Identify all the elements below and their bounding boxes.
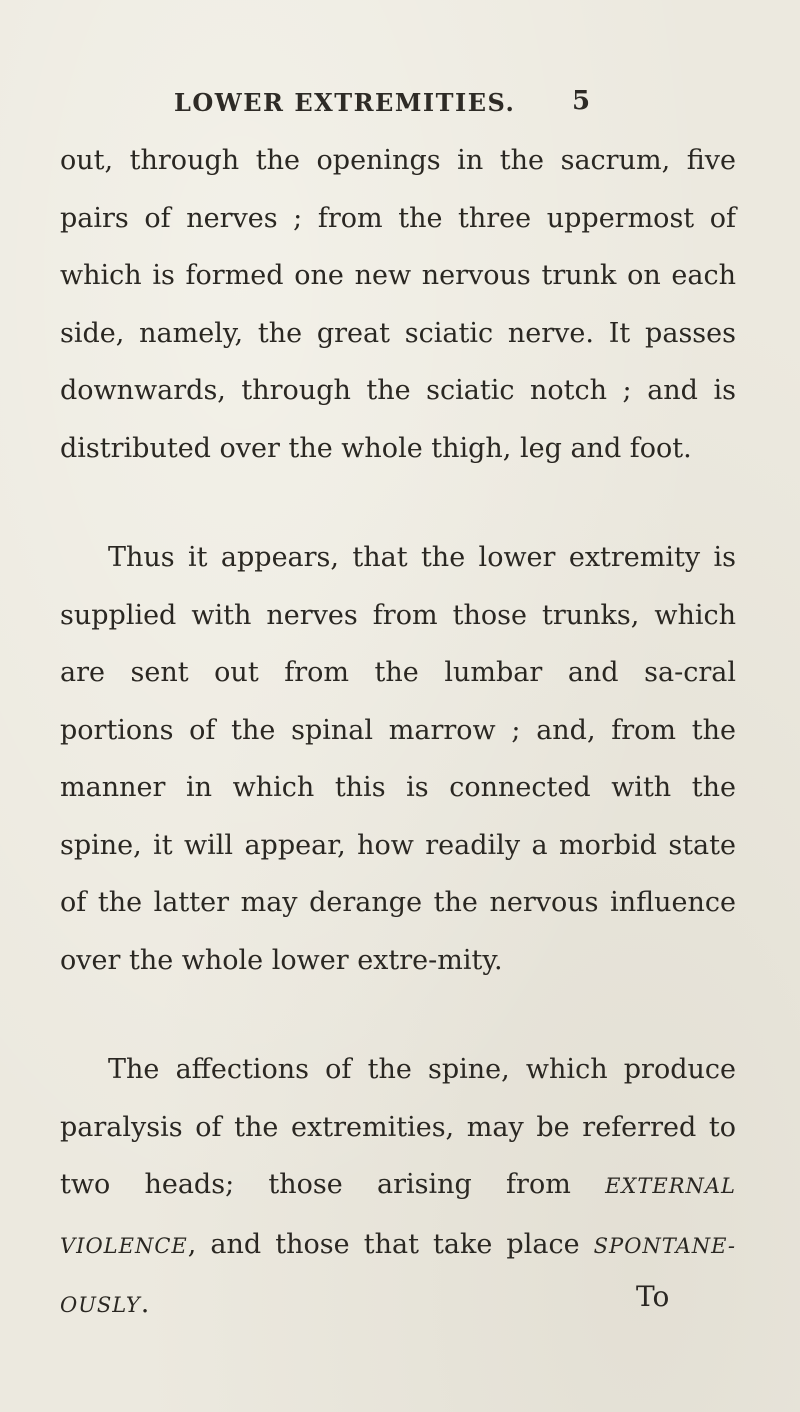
paragraph-3 [60, 1041, 736, 1335]
small-caps-external-violence: EXTERNAL VIOLENCE [60, 1174, 736, 1258]
page-number: 5 [572, 86, 591, 116]
paragraph-2: Thus it appears, that the lower extremity is supplied with nerves from those trunks, which are sent out from the lumbar and sa-cral portions of the spinal marrow ; and, from the manner in which this is connected with the spine, it will appear, how readily a morbid state of the latter may derange the nervous influence over the whole lower extre-mity. [60, 542, 736, 976]
catchword: To [636, 1280, 670, 1313]
running-title: LOWER EXTREMITIES. [174, 88, 516, 117]
small-caps-spontaneously: SPONTANE-OUSLY [60, 1233, 736, 1317]
paragraph-3-text-middle: , and those that take place [187, 1228, 594, 1260]
paragraph-3-text-after: . [140, 1288, 150, 1319]
body-text [60, 132, 736, 1335]
paragraph-1: out, through the openings in the sacrum, five pairs of nerves ; from the three uppermost of which is formed one new nervous trunk on each side, namely, the great sciatic nerve. It passes downwards, through the sciatic notch ; and is distributed over the whole thigh, leg and foot. [60, 145, 736, 464]
paragraph-3-text-before: The affections of the spine, which produce paralysis of the extremities, may be referred to two heads; those arising from [60, 1054, 736, 1200]
